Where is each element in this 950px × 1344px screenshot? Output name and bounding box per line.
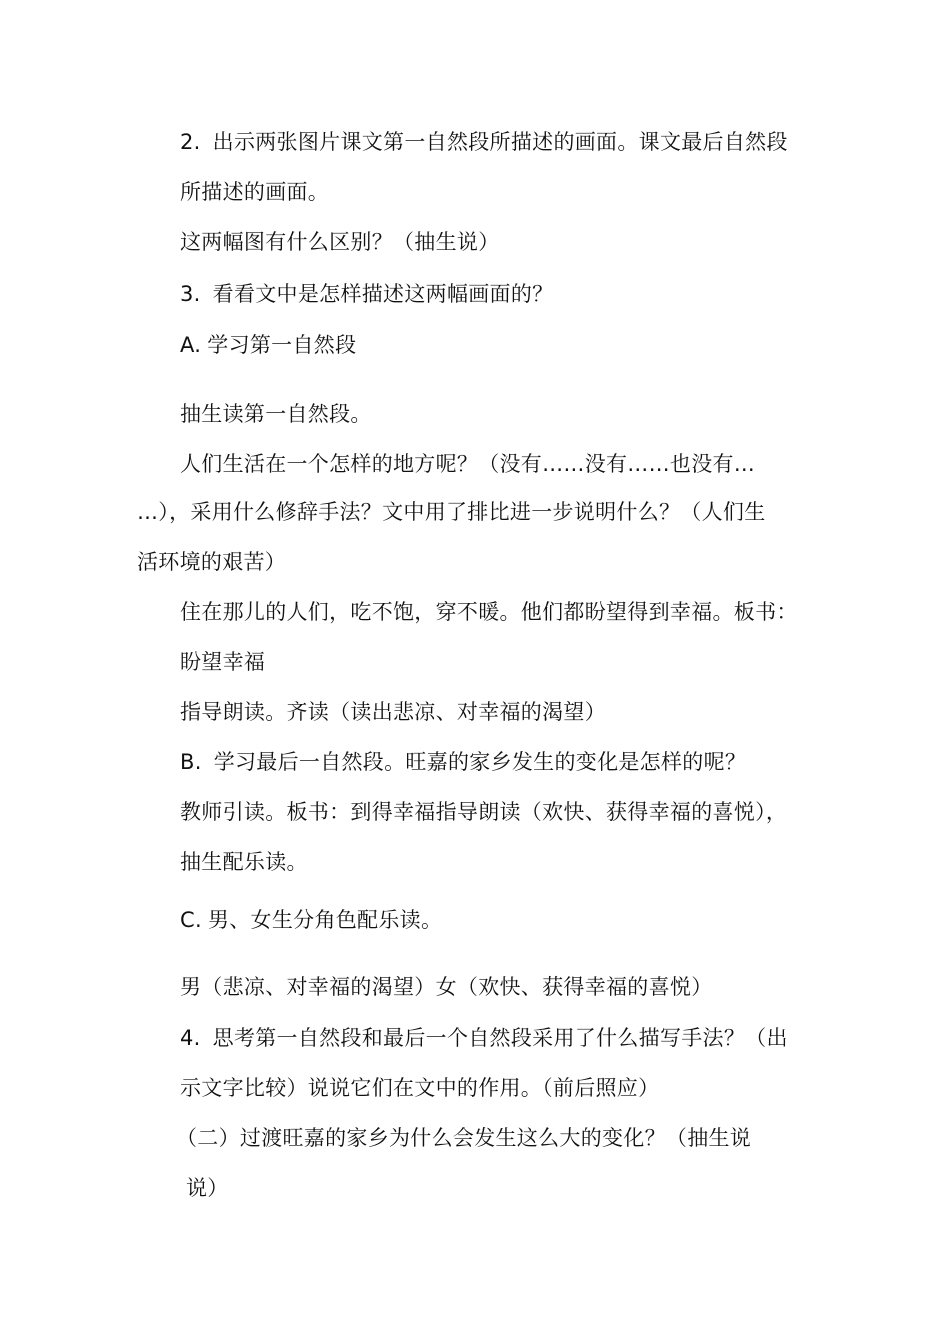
item-2-line-2: 所描述的画面。 [180,180,330,204]
question-line: 这两幅图有什么区别？（抽生说） [180,230,500,254]
list-number: 3. [180,282,201,306]
teacher-line-1: 教师引读。板书：到得幸福指导朗读（欢快、获得幸福的喜悦）， [180,800,788,824]
teacher-line-2: 抽生配乐读。 [180,850,308,874]
list-number: 4. [180,1026,201,1050]
paragraph-text: 男、女生分角色配乐读。 [207,908,443,932]
paragraph-text: 看看文中是怎样描述这两幅画面的？ [212,282,554,306]
paragraph-text: 思考第一自然段和最后一个自然段采用了什么描写手法？（出 [212,1026,788,1050]
guidance-line: 指导朗读。齐读（读出悲凉、对幸福的渴望） [180,700,606,724]
question-line-3: 活环境的艰苦） [137,550,287,574]
section-2-line-1: （二）过渡旺嘉的家乡为什么会发生这么大的变化？（抽生说 [176,1126,752,1150]
paragraph-text: 出示两张图片课文第一自然段所描述的画面。课文最后自然段 [212,130,788,154]
item-4-line-1 [180,1024,788,1052]
paragraph-line-1: 住在那儿的人们，吃不饱，穿不暖。他们都盼望得到幸福。板书： [180,600,798,624]
list-letter: B. [180,750,202,774]
list-letter: A. [180,333,202,357]
section-2-line-2: 说） [186,1176,229,1200]
paragraph-line-2: 盼望幸福 [180,650,266,674]
item-3-line [180,280,553,308]
roles-line: 男（悲凉、对幸福的渴望）女（欢快、获得幸福的喜悦） [180,975,713,999]
question-line-2: …），采用什么修辞手法？文中用了排比进一步说明什么？（人们生 [137,500,766,524]
list-letter: C. [180,908,202,932]
item-c-line [180,906,442,934]
item-b-line [180,748,746,776]
paragraph-text: 学习最后一自然段。旺嘉的家乡发生的变化是怎样的呢？ [213,750,747,774]
item-2-line-1 [180,128,788,156]
list-number: 2. [180,130,201,154]
reading-line: 抽生读第一自然段。 [180,402,372,426]
question-line-1: 人们生活在一个怎样的地方呢？（没有……没有……也没有… [180,452,756,476]
item-4-line-2: 示文字比较）说说它们在文中的作用。（前后照应） [180,1076,660,1100]
paragraph-text: 学习第一自然段 [207,333,357,357]
item-a-line [180,331,356,359]
